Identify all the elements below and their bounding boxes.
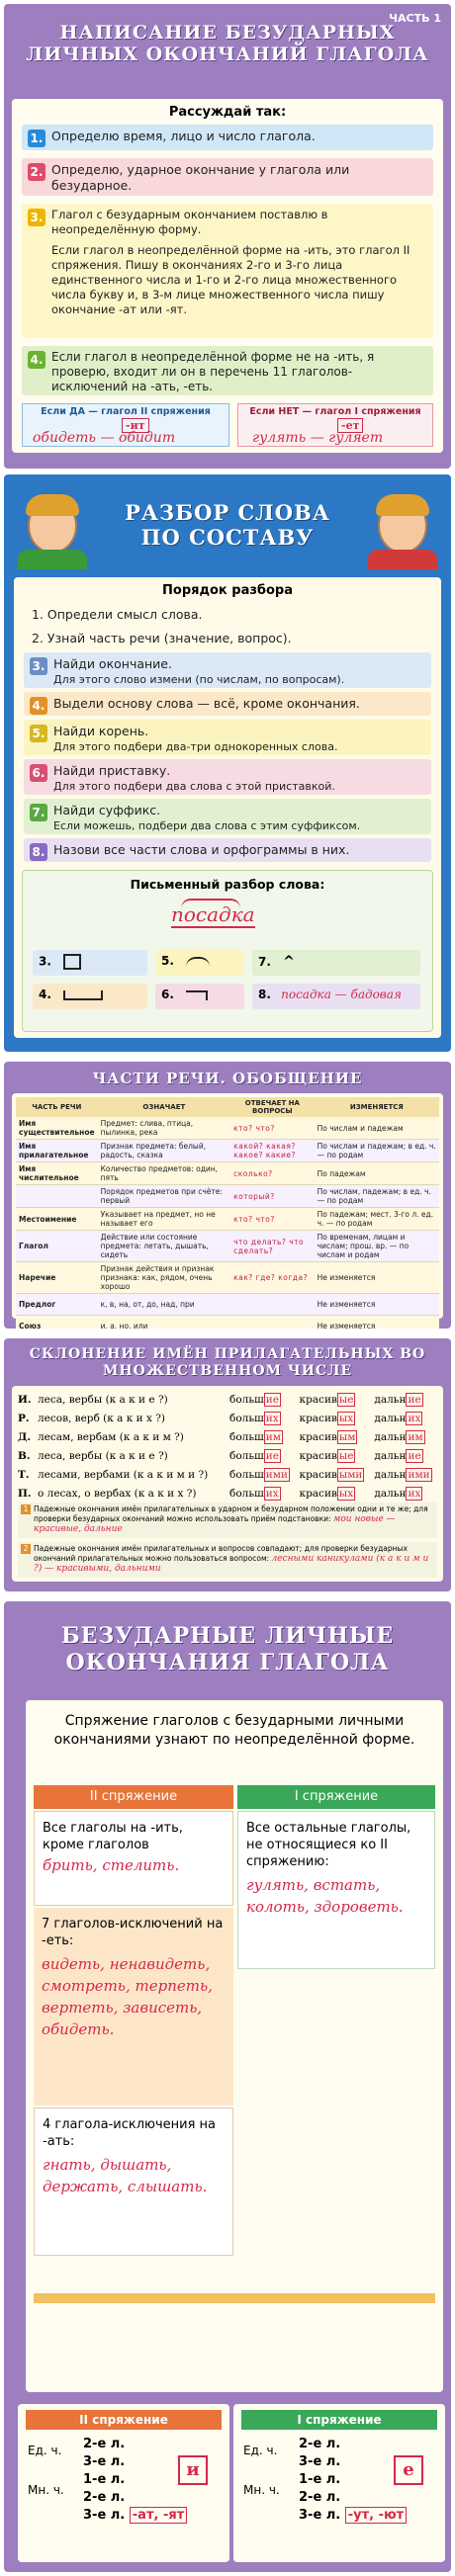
pos-meaning: Признак действия и признак признака: как, рядом, очень хорошо: [98, 1262, 231, 1294]
yes-example: обидеть — обидит: [33, 430, 176, 446]
case-question: о лесах, о вербах (к а к и х ?): [38, 1487, 197, 1500]
adj-bolshoy: [228, 1465, 298, 1484]
step-text: Найди окончание.: [53, 656, 172, 671]
person-1-pl: 1-е л.: [83, 2472, 126, 2487]
pos-name: Союз: [16, 1316, 98, 1330]
poster1-title: НАПИСАНИЕ БЕЗУДАРНЫХ ЛИЧНЫХ ОКОНЧАНИЙ ГЛАГОЛА: [26, 22, 429, 65]
boy-left-avatar: [18, 492, 87, 569]
adj-stem: дальн: [374, 1449, 407, 1462]
adj-ending: ие: [408, 1393, 421, 1406]
adj-stem: дальн: [374, 1487, 407, 1500]
rule-text: Все остальные глаголы, не относящиеся ко II спряжению:: [246, 1821, 411, 1869]
note-1-example: мои новые — красивые, дальние: [34, 1514, 396, 1534]
declension-row: [16, 1465, 439, 1484]
adj-ending: их: [265, 1412, 279, 1424]
adj-stem: больш: [229, 1393, 264, 1406]
yes-label: Если ДА — глагол II спряжения: [41, 406, 211, 417]
analysis-step-5: [24, 720, 431, 755]
rule-example: брить, стелить.: [43, 1856, 180, 1874]
declension-table: [16, 1390, 439, 1503]
legend-number: 3.: [39, 954, 51, 969]
adj-stem: дальн: [374, 1468, 407, 1481]
analysis-word: посадка: [171, 902, 255, 926]
adj-ending: их: [265, 1487, 279, 1500]
stem-symbol: [63, 990, 103, 1000]
pos-questions: какой? какая? какое? какие?: [230, 1140, 315, 1162]
analysis-step-7: [24, 799, 431, 834]
legend-number: 8.: [258, 987, 271, 1001]
ending-i-plural: -ут, -ют: [345, 2507, 407, 2524]
person-3-sg: 3-е л.: [83, 2454, 126, 2469]
person-3-sg: 3-е л.: [299, 2454, 341, 2469]
pos-row: [16, 1231, 439, 1262]
ending-ii-letter: и: [178, 2455, 208, 2485]
legend-number: 5.: [161, 954, 174, 968]
pos-changes: По временам, лицам и числам; прош. вр. — по числам и родам: [315, 1231, 439, 1262]
adj-stem: больш: [229, 1449, 264, 1462]
pos-questions: как? где? когда?: [230, 1262, 315, 1294]
step-text: Определю, ударное окончание у глагола или безударное.: [51, 162, 350, 193]
step-number: 7.: [30, 804, 47, 821]
adj-dalny: [372, 1427, 439, 1446]
adj-dalny: [372, 1484, 439, 1503]
pos-meaning: Указывает на предмет, но не называет его: [98, 1208, 231, 1231]
boy-right-avatar: [368, 492, 437, 569]
persons-i: [299, 2436, 407, 2525]
pos-row: [16, 1117, 439, 1140]
no-box: [237, 403, 433, 447]
pos-changes: По падежам; мест. 3-го л. ед. ч. — по родам: [315, 1208, 439, 1231]
conj-i-header: I спряжение: [241, 2410, 437, 2430]
step-number: 1.: [28, 129, 46, 147]
step-sub: Для этого подбери два-три однокоренных слова.: [53, 740, 338, 753]
header-changes: ИЗМЕНЯЕТСЯ: [349, 1103, 404, 1111]
step-sub: Если можешь, подбери два слова с этим суффиксом.: [53, 819, 361, 832]
adj-stem: больш: [229, 1430, 264, 1443]
no-label: Если НЕТ — глагол I спряжения: [249, 406, 421, 417]
step-text: Определю время, лицо и число глагола.: [51, 129, 316, 143]
pos-name: Имя прилагательное: [16, 1140, 98, 1162]
persons-ii: [83, 2436, 187, 2525]
no-ending: -ет: [337, 418, 363, 433]
adj-krasivy: [298, 1409, 373, 1427]
case-label: Д.: [18, 1430, 31, 1443]
pos-name: Имя числительное: [16, 1162, 98, 1185]
no-example: гулять — гуляет: [252, 430, 384, 446]
note-2-text: Падежные окончания имён прилагательных и вопросов совпадают; для проверки безударных окончаний прилагательных можно пользоваться вопросом:: [34, 1544, 408, 1563]
prefix-symbol: [186, 990, 208, 1000]
adj-stem: дальн: [374, 1430, 407, 1443]
pos-changes: По числам и падежам; в ед. ч. — по родам: [315, 1140, 439, 1162]
step-text: Найди корень.: [53, 724, 149, 738]
analysis-step-2: [24, 627, 431, 648]
adj-ending: ых: [338, 1412, 354, 1424]
step-number: 4.: [28, 351, 46, 369]
adj-ending: ие: [265, 1449, 280, 1462]
adj-ending: ие: [408, 1449, 421, 1462]
header-meaning: ОЗНАЧАЕТ: [142, 1103, 186, 1111]
adj-krasivy: [298, 1465, 373, 1484]
pos-row: [16, 1162, 439, 1185]
rule-text: Все глаголы на -ить, кроме глаголов: [43, 1821, 183, 1852]
adj-krasivy: [298, 1446, 373, 1465]
case-label: Т.: [18, 1468, 30, 1481]
reasoning-card: [12, 99, 443, 453]
step-text: Назови все части слова и орфограммы в них.: [53, 842, 350, 857]
adj-ending: ими: [408, 1468, 430, 1481]
adj-stem: красив: [299, 1412, 337, 1424]
pos-meaning: Действие или состояние предмета: летать, дышать, сидеть: [98, 1231, 231, 1262]
adj-ending: ими: [265, 1468, 288, 1481]
note-2-number: 2: [21, 1544, 31, 1554]
analysis-step-3: [24, 652, 431, 688]
step-2: [22, 158, 433, 196]
adj-ending: им: [265, 1430, 281, 1443]
col-ii-exceptions-7: [34, 1908, 233, 2105]
col-i-rule: [237, 1811, 435, 1969]
person-3-pl: 3-е л.: [83, 2508, 126, 2523]
verb-endings-card: [26, 1700, 443, 2392]
adj-ending: их: [408, 1487, 421, 1500]
adj-ending: ые: [338, 1449, 354, 1462]
col-i-header: I спряжение: [237, 1785, 435, 1809]
analysis-step-4: [24, 692, 431, 716]
person-2-sg: 2-е л.: [83, 2437, 126, 2451]
conj-table-i: [233, 2404, 445, 2562]
step-number: 6.: [30, 764, 47, 782]
step-number: 2.: [32, 631, 44, 645]
analysis-step-6: [24, 759, 431, 795]
adj-bolshoy: [228, 1409, 298, 1427]
ending-i-letter: е: [394, 2455, 423, 2485]
person-3-pl-row: [299, 2507, 407, 2525]
pos-meaning: Предмет: слива, птица, пылинка, река: [98, 1117, 231, 1140]
note-2: [18, 1542, 437, 1578]
pos-changes: По числам и падежам: [315, 1117, 439, 1140]
pos-name: Имя существительное: [16, 1117, 98, 1140]
adj-krasivy: [298, 1427, 373, 1446]
adj-dalny: [372, 1446, 439, 1465]
person-1-pl: 1-е л.: [299, 2472, 341, 2487]
adj-ending: ым: [338, 1430, 356, 1443]
poster-word-analysis: [4, 474, 451, 1052]
pos-name: [16, 1185, 98, 1208]
case-label: В.: [18, 1449, 31, 1462]
adj-dalny: [372, 1465, 439, 1484]
adj-bolshoy: [228, 1427, 298, 1446]
pos-changes: Не изменяется: [315, 1294, 439, 1316]
declension-row: [16, 1390, 439, 1409]
person-2-pl: 2-е л.: [83, 2490, 126, 2505]
pos-meaning: Признак предмета: белый, радость, сказка: [98, 1140, 231, 1162]
ending-symbol: [63, 954, 81, 970]
step-3: [22, 204, 433, 338]
exceptions-4-list: гнать, дышать, держать, слышать.: [43, 2156, 208, 2195]
written-analysis-box: [22, 870, 433, 1032]
poster-verb-endings: [4, 1601, 451, 2572]
pos-changes: Не изменяется: [315, 1316, 439, 1330]
pos-row: [16, 1316, 439, 1330]
header-questions: ОТВЕЧАЕТ НА ВОПРОСЫ: [244, 1099, 300, 1115]
adj-stem: дальн: [374, 1393, 407, 1406]
exceptions-4-title: 4 глагола-исключения на -ать:: [43, 2117, 217, 2149]
step-text: Глагол с безударным окончанием поставлю в неопределённую форму.: [51, 208, 328, 236]
step-text: Найди приставку.: [53, 763, 171, 778]
case-label: И.: [18, 1393, 32, 1406]
poster-verb-endings-part1: [4, 4, 451, 469]
adj-dalny: [372, 1409, 439, 1427]
legend-5: [155, 950, 244, 976]
pos-name: Предлог: [16, 1294, 98, 1316]
adj-stem: красив: [299, 1468, 337, 1481]
adj-bolshoy: [228, 1390, 298, 1409]
divider-bar: [34, 2293, 435, 2303]
conj-table-ii: [18, 2404, 229, 2562]
part-label: ЧАСТЬ 1: [389, 12, 441, 25]
plural-label: Мн. ч.: [243, 2483, 280, 2497]
yes-ending: -ит: [122, 418, 149, 433]
adj-stem: красив: [299, 1449, 337, 1462]
step-number: 1.: [32, 607, 44, 622]
declension-row: [16, 1427, 439, 1446]
adj-bolshoy: [228, 1484, 298, 1503]
pos-meaning: Порядок предметов при счёте: первый: [98, 1185, 231, 1208]
col-ii-header: II спряжение: [34, 1785, 233, 1809]
ending-ii-plural: -ат, -ят: [130, 2507, 187, 2524]
adj-krasivy: [298, 1484, 373, 1503]
pos-row: [16, 1262, 439, 1294]
case-question: лесами, вербами (к а к и м и ?): [38, 1468, 209, 1481]
note-1-text: Падежные окончания имён прилагательных в ударном и безударном положении одни и те же; для проверки безударных окончаний можно использовать приём подстановки:: [34, 1504, 428, 1523]
poster-adjective-declension: [4, 1338, 451, 1591]
declension-card: [12, 1386, 443, 1582]
poster5-title: БЕЗУДАРНЫЕ ЛИЧНЫЕ ОКОНЧАНИЯ ГЛАГОЛА: [60, 1623, 395, 1675]
step-4: [22, 346, 433, 395]
pos-name: Местоимение: [16, 1208, 98, 1231]
order-heading: Порядок разбора: [162, 583, 293, 598]
pos-changes: По числам, падежам; в ед. ч. — по родам: [315, 1185, 439, 1208]
poster2-title: РАЗБОР СЛОВА ПО СОСТАВУ: [125, 500, 330, 550]
step-sub: Для этого слово измени (по числам, по вопросам).: [53, 673, 345, 686]
adj-stem: дальн: [374, 1412, 407, 1424]
step-number: 3.: [28, 209, 46, 226]
declension-row: [16, 1409, 439, 1427]
col-ii-rule: [34, 1811, 233, 1906]
header-part: ЧАСТЬ РЕЧИ: [32, 1103, 82, 1111]
rule-example: гулять, встать, колоть, здороветь.: [246, 1876, 404, 1916]
pos-questions: кто? что?: [230, 1208, 315, 1231]
singular-label: Ед. ч.: [243, 2444, 278, 2457]
analysis-step-1: [24, 603, 431, 625]
prefix-arc: [181, 899, 240, 908]
step-number: 3.: [30, 657, 47, 675]
plural-label: Мн. ч.: [28, 2483, 64, 2497]
step-text: Выдели основу слова — всё, кроме окончания.: [53, 696, 360, 711]
pos-row: [16, 1294, 439, 1316]
adj-stem: красив: [299, 1430, 337, 1443]
poster-parts-of-speech: [4, 1062, 451, 1329]
intro-text: Спряжение глаголов с безударными личными окончаниями узнают по неопределённой форме.: [53, 1713, 415, 1748]
yes-box: [22, 403, 229, 447]
suffix-symbol: ^: [283, 954, 295, 970]
analysis-step-8: [24, 838, 431, 862]
analysis-card: [14, 577, 441, 1038]
adj-stem: больш: [229, 1468, 264, 1481]
parts-of-speech-card: [12, 1093, 443, 1329]
pos-questions: который?: [230, 1185, 315, 1208]
legend-6: [155, 984, 244, 1009]
pos-questions: [230, 1294, 315, 1316]
legend-8: [252, 984, 420, 1009]
legend-example: посадка — бадовая: [281, 987, 402, 1001]
pos-name: Наречие: [16, 1262, 98, 1294]
case-question: лесов, верб (к а к и х ?): [38, 1412, 165, 1424]
pos-questions: [230, 1316, 315, 1330]
person-2-pl: 2-е л.: [299, 2490, 341, 2505]
adj-stem: больш: [229, 1412, 264, 1424]
adj-stem: красив: [299, 1393, 337, 1406]
written-heading: Письменный разбор слова:: [130, 877, 325, 892]
person-3-pl: 3-е л.: [299, 2508, 341, 2523]
adj-ending: их: [408, 1412, 421, 1424]
legend-number: 7.: [258, 955, 271, 969]
exceptions-7-list: видеть, ненавидеть, смотреть, терпеть, вертеть, зависеть, обидеть.: [42, 1955, 213, 2038]
parts-of-speech-table: [16, 1097, 439, 1329]
legend-4: [33, 984, 147, 1009]
legend-3: [33, 950, 147, 976]
singular-label: Ед. ч.: [28, 2444, 62, 2457]
pos-meaning: Количество предметов: один, пять: [98, 1162, 231, 1185]
adj-ending: ие: [265, 1393, 280, 1406]
person-3-pl-row: [83, 2507, 187, 2525]
case-question: лесам, вербам (к а к и м ?): [38, 1430, 184, 1443]
step-1: [22, 125, 433, 150]
step-number: 4.: [30, 697, 47, 715]
pos-questions: что делать? что сделать?: [230, 1231, 315, 1262]
case-question: леса, вербы (к а к и е ?): [38, 1393, 168, 1406]
pos-name: Глагол: [16, 1231, 98, 1262]
pos-meaning: и, а, но, или: [98, 1316, 231, 1330]
root-symbol: [186, 957, 210, 967]
step-text: Узнай часть речи (значение, вопрос).: [46, 631, 292, 645]
legend-number: 6.: [161, 987, 174, 1001]
adj-ending: им: [408, 1430, 423, 1443]
adj-ending: ыми: [338, 1468, 363, 1481]
poster4-title: СКЛОНЕНИЕ ИМЁН ПРИЛАГАТЕЛЬНЫХ ВО МНОЖЕСТВЕННОМ ЧИСЛЕ: [29, 1346, 426, 1379]
legend-number: 4.: [39, 987, 51, 1001]
step-text: Определи смысл слова.: [46, 607, 203, 622]
adj-stem: больш: [229, 1487, 264, 1500]
step-number: 2.: [28, 163, 46, 181]
case-label: Р.: [18, 1412, 30, 1424]
col-ii-exceptions-4: [34, 2107, 233, 2256]
step-text-detail: Если глагол в неопределённой форме на -ить, это глагол II спряжения. Пишу в окончаниях 2-го и 3-го лица единственного числа и 1-го и 2-го лица множественного числа букву и, в 3-м лице множественного числа пишу окончание -ат или -ят.: [51, 243, 410, 316]
step-number: 8.: [30, 843, 47, 861]
exceptions-7-title: 7 глаголов-исключений на -еть:: [42, 1917, 224, 1948]
person-2-sg: 2-е л.: [299, 2437, 341, 2451]
step-number: 5.: [30, 725, 47, 742]
legend-7: [252, 950, 420, 976]
pos-questions: сколько?: [230, 1162, 315, 1185]
pos-questions: кто? что?: [230, 1117, 315, 1140]
poster3-title: ЧАСТИ РЕЧИ. ОБОБЩЕНИЕ: [92, 1070, 363, 1087]
declension-row: [16, 1446, 439, 1465]
adj-stem: красив: [299, 1487, 337, 1500]
note-1: [18, 1503, 437, 1538]
adj-ending: ых: [338, 1487, 354, 1500]
declension-row: [16, 1484, 439, 1503]
pos-changes: По падежам: [315, 1162, 439, 1185]
adj-ending: ые: [338, 1393, 354, 1406]
step-sub: Для этого подбери два слова с этой приставкой.: [53, 780, 335, 793]
adj-krasivy: [298, 1390, 373, 1409]
note-2-example: лесными каникулами (к а к и м и ?) — красивыми, дальними: [34, 1554, 429, 1574]
pos-row: [16, 1208, 439, 1231]
conj-ii-header: II спряжение: [26, 2410, 222, 2430]
pos-changes: Не изменяется: [315, 1262, 439, 1294]
reasoning-heading: Рассуждай так:: [168, 105, 287, 120]
pos-row: [16, 1140, 439, 1162]
adj-dalny: [372, 1390, 439, 1409]
step-text: Если глагол в неопределённой форме не на -ить, я проверю, входит ли он в перечень 11 глаголов-исключений на -ать, -еть.: [51, 350, 375, 393]
pos-row: [16, 1185, 439, 1208]
case-question: леса, вербы (к а к и е ?): [38, 1449, 168, 1462]
note-1-number: 1: [21, 1504, 31, 1514]
pos-meaning: к, в, на, от, до, над, при: [98, 1294, 231, 1316]
case-label: П.: [18, 1487, 32, 1500]
adj-bolshoy: [228, 1446, 298, 1465]
step-text: Найди суффикс.: [53, 803, 161, 817]
